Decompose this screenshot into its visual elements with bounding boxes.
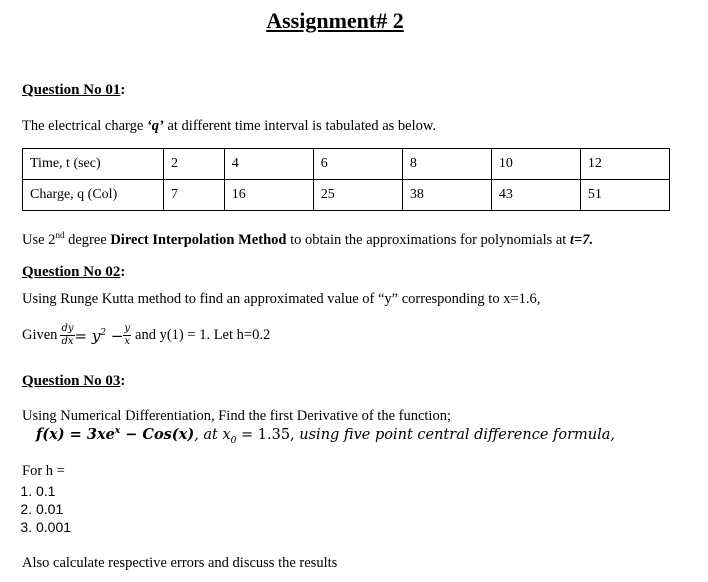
func-sub: 0 [230, 435, 237, 446]
q1-use-sup: nd [55, 230, 65, 240]
q1-use-pre: Use 2 [22, 231, 56, 248]
q1-intro-post: at different time interval is tabulated as below. [163, 118, 437, 134]
table-cell: 8 [402, 149, 491, 180]
q2-eq: = y [74, 326, 101, 345]
table-row [23, 149, 670, 180]
q1-method-name: Direct Interpolation Method [110, 231, 287, 248]
table-cell: 51 [580, 180, 669, 211]
list-item: 1. 0.1 [36, 482, 71, 500]
question-1-heading-text: Question No 01 [22, 82, 121, 98]
y-numerator: y [124, 323, 131, 334]
dy-numerator: dy [61, 323, 74, 334]
q1-use-post: to obtain the approximations for polynomials at [286, 231, 570, 248]
h-values-list [0, 482, 71, 536]
question-3-heading-text: Question No 03 [22, 373, 121, 389]
func-tail: using five point central difference formula, [294, 427, 616, 443]
table-cell-label: Time, t (sec) [23, 149, 164, 180]
for-h-label: For h = [22, 463, 65, 479]
table-cell: 25 [313, 180, 402, 211]
q2-rhs [75, 327, 124, 345]
table-cell-label: Charge, q (Col) [23, 180, 164, 211]
q1-use-mid: degree [64, 231, 111, 248]
y-over-x-fraction [123, 323, 131, 348]
closing-instruction: Also calculate respective errors and discuss the results [22, 555, 338, 571]
question-2-colon: : [120, 264, 126, 280]
question-2-line1: Using Runge Kutta method to find an approximated value of “y” corresponding to x=1.6, [22, 291, 541, 307]
q2-minus: − [106, 326, 124, 345]
question-2-heading-text: Question No 02 [22, 264, 121, 280]
q2-tail: and y(1) = 1. Let h=0.2 [135, 327, 271, 343]
table-cell: 12 [580, 149, 669, 180]
page-title: Assignment# 2 [266, 8, 404, 33]
table-cell: 16 [224, 180, 313, 211]
table-cell: 2 [164, 149, 225, 180]
table-cell: 4 [224, 149, 313, 180]
table-cell: 38 [402, 180, 491, 211]
table-cell: 10 [491, 149, 580, 180]
charge-table [22, 148, 670, 211]
q1-intro-variable: ‘q’ [146, 118, 164, 134]
dx-denominator: dx [61, 336, 74, 347]
x-denominator: x [124, 336, 131, 347]
func-rest: , at x [194, 427, 231, 443]
question-2-heading [22, 264, 125, 281]
question-3-colon: : [120, 373, 126, 389]
question-1-colon: : [120, 82, 126, 98]
table-row [23, 180, 670, 211]
func-val: = 1.35, [236, 427, 295, 443]
dy-dx-fraction [60, 323, 74, 348]
q2-given: Given [22, 327, 58, 343]
question-1-heading [22, 82, 125, 99]
question-3-function [36, 426, 615, 446]
question-1-intro [22, 118, 436, 135]
table-cell: 43 [491, 180, 580, 211]
func-sup: x [114, 426, 121, 437]
question-1-instruction [22, 230, 593, 249]
table-cell: 7 [164, 180, 225, 211]
table-cell: 6 [313, 149, 402, 180]
q1-target-t: t=7. [569, 231, 594, 248]
list-item: 3. 0.001 [36, 518, 71, 536]
q2-eq-sup: 2 [100, 327, 107, 338]
func-lhs: f(x) = 3xe [36, 426, 115, 443]
question-3-heading [22, 373, 125, 390]
list-item: 2. 0.01 [36, 500, 71, 518]
question-2-equation [22, 323, 270, 348]
func-mid: − Cos(x) [120, 426, 195, 443]
q1-intro-pre: The electrical charge [22, 118, 147, 134]
question-3-line1: Using Numerical Differentiation, Find the first Derivative of the function; [22, 408, 451, 424]
